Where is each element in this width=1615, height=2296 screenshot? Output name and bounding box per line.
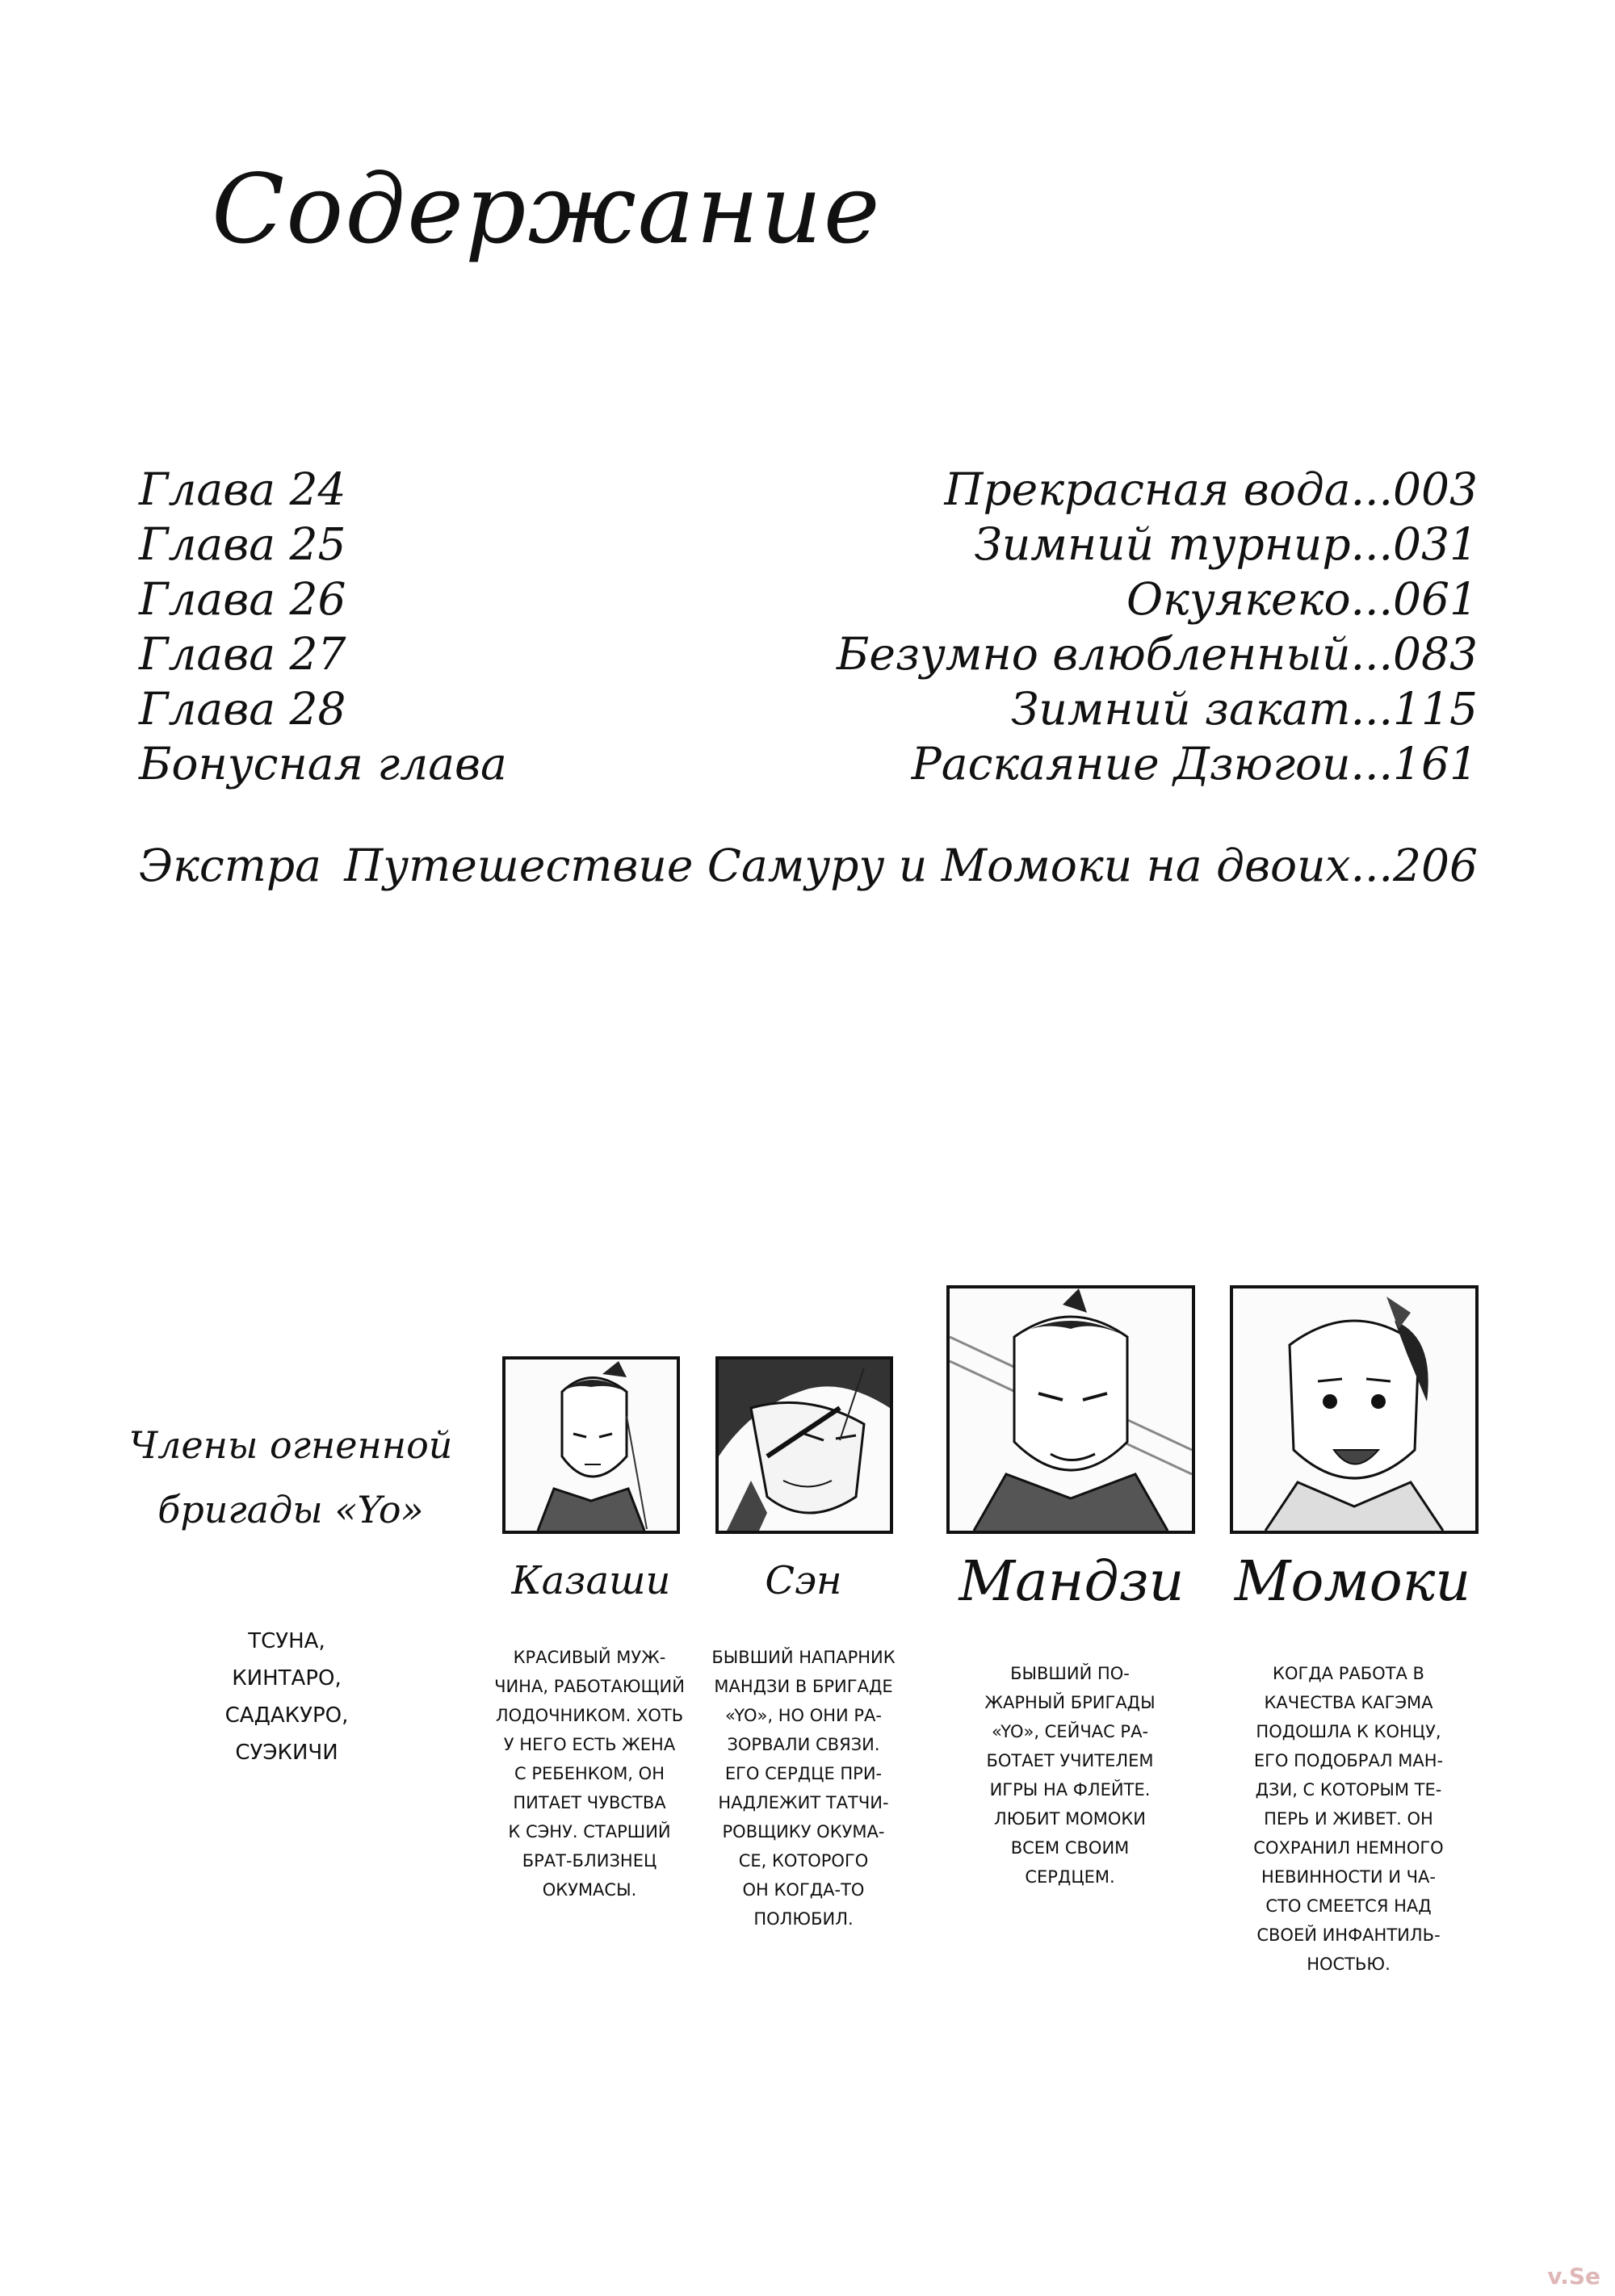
desc-line: У НЕГО ЕСТЬ ЖЕНА (503, 1735, 676, 1754)
desc-line: ПЕРЬ И ЖИВЕТ. ОН (1264, 1809, 1433, 1829)
minor-member: САДАКУРО, (224, 1703, 349, 1728)
desc-line: ПИТАЕТ ЧУВСТВА (513, 1793, 666, 1812)
desc-line: ПОДОШЛА К КОНЦУ, (1256, 1722, 1441, 1741)
character-name-kazashi: Казаши (511, 1558, 671, 1603)
desc-line: ЛЮБИТ МОМОКИ (994, 1809, 1146, 1829)
toc-extra-row (139, 840, 1478, 891)
desc-line: СЕ, КОТОРОГО (738, 1851, 869, 1871)
desc-line: БЫВШИЙ НАПАРНИК (711, 1648, 896, 1667)
character-desc-momoki (1231, 1659, 1466, 1979)
toc-row (139, 572, 1478, 626)
kazashi-face-illustration (505, 1360, 677, 1531)
desc-line: КАЧЕСТВА КАГЭМА (1264, 1693, 1433, 1712)
desc-line: НЕВИННОСТИ И ЧА- (1261, 1867, 1436, 1887)
members-heading (121, 1413, 460, 1542)
character-name-sen: Сэн (765, 1558, 842, 1603)
character-desc-manji (961, 1659, 1179, 1892)
desc-line: ЧИНА, РАБОТАЮЩИЙ (494, 1677, 685, 1696)
character-desc-sen (698, 1643, 908, 1934)
desc-line: БРАТ-БЛИЗНЕЦ (522, 1851, 657, 1871)
desc-line: НАДЛЕЖИТ ТАТЧИ- (718, 1793, 889, 1812)
toc-row (139, 517, 1478, 572)
desc-line: НОСТЬЮ. (1307, 1955, 1391, 1974)
desc-line: «YO», СЕЙЧАС РА- (991, 1722, 1149, 1741)
desc-line: МАНДЗИ В БРИГАДЕ (714, 1677, 893, 1696)
table-of-contents (139, 462, 1478, 791)
sen-face-illustration (719, 1360, 890, 1531)
watermark: v.Se (1547, 2263, 1600, 2290)
portrait-sen (715, 1356, 893, 1534)
members-heading-line: бригады «Yo» (157, 1488, 424, 1531)
toc-extra-label: Экстра (139, 840, 321, 891)
toc-entry: Зимний закат...115 (1011, 683, 1478, 735)
minor-members-list (206, 1623, 367, 1771)
toc-entry: Зимний турнир...031 (974, 518, 1478, 570)
portrait-kazashi (502, 1356, 680, 1534)
desc-line: ПОЛЮБИЛ. (753, 1909, 854, 1929)
toc-chapter: Глава 27 (139, 628, 346, 680)
desc-line: СОХРАНИЛ НЕМНОГО (1253, 1838, 1444, 1858)
desc-line: БОТАЕТ УЧИТЕЛЕМ (986, 1751, 1154, 1770)
minor-member: ТСУНА, (248, 1629, 325, 1653)
desc-line: ИГРЫ НА ФЛЕЙТЕ. (989, 1780, 1151, 1800)
toc-chapter: Глава 28 (139, 683, 346, 735)
desc-line: ДЗИ, С КОТОРЫМ ТЕ- (1255, 1780, 1442, 1800)
desc-line: ЕГО СЕРДЦЕ ПРИ- (724, 1764, 883, 1783)
desc-line: ОН КОГДА-ТО (742, 1880, 865, 1900)
desc-line: КОГДА РАБОТА В (1273, 1664, 1424, 1683)
toc-entry: Окуякеко...061 (1126, 573, 1478, 625)
portrait-manji (946, 1285, 1195, 1534)
character-name-manji: Мандзи (959, 1550, 1185, 1614)
toc-extra-entry: Путешествие Самуру и Момоки на двоих...206 (344, 840, 1478, 891)
portrait-momoki (1230, 1285, 1479, 1534)
desc-line: ВСЕМ СВОИМ (1010, 1838, 1130, 1858)
character-desc-kazashi (484, 1643, 694, 1904)
minor-member: СУЭКИЧИ (235, 1741, 338, 1765)
toc-chapter: Глава 25 (139, 518, 346, 570)
desc-line: «YO», НО ОНИ РА- (724, 1706, 883, 1725)
desc-line: СЕРДЦЕМ. (1025, 1867, 1115, 1887)
toc-entry: Безумно влюбленный...083 (837, 628, 1478, 680)
character-name-momoki: Момоки (1234, 1550, 1471, 1614)
desc-line: К СЭНУ. СТАРШИЙ (508, 1822, 671, 1841)
toc-row (139, 736, 1478, 791)
toc-row (139, 462, 1478, 517)
toc-chapter: Глава 26 (139, 573, 346, 625)
members-heading-line: Члены огненной (128, 1423, 453, 1467)
toc-row (139, 626, 1478, 681)
desc-line: СТО СМЕЕТСЯ НАД (1265, 1896, 1432, 1916)
page-title: Содержание (212, 153, 882, 265)
toc-chapter: Бонусная глава (139, 738, 507, 790)
desc-line: ОКУМАСЫ. (542, 1880, 637, 1900)
toc-chapter: Глава 24 (139, 463, 346, 515)
desc-line: РОВЩИКУ ОКУМА- (722, 1822, 885, 1841)
toc-row (139, 681, 1478, 736)
momoki-face-illustration (1233, 1288, 1475, 1531)
manji-face-illustration (950, 1288, 1192, 1531)
desc-line: ЕГО ПОДОБРАЛ МАН- (1253, 1751, 1444, 1770)
desc-line: ЗОРВАЛИ СВЯЗИ. (727, 1735, 880, 1754)
desc-line: С РЕБЕНКОМ, ОН (514, 1764, 665, 1783)
desc-line: СВОЕЙ ИНФАНТИЛЬ- (1256, 1925, 1441, 1945)
minor-member: КИНТАРО, (232, 1666, 342, 1691)
desc-line: КРАСИВЫЙ МУЖ- (513, 1648, 666, 1667)
toc-entry: Прекрасная вода...003 (944, 463, 1478, 515)
desc-line: ЛОДОЧНИКОМ. ХОТЬ (495, 1706, 684, 1725)
desc-line: ЖАРНЫЙ БРИГАДЫ (984, 1693, 1156, 1712)
toc-entry: Раскаяние Дзюгои...161 (911, 738, 1478, 790)
desc-line: БЫВШИЙ ПО- (1010, 1664, 1130, 1683)
